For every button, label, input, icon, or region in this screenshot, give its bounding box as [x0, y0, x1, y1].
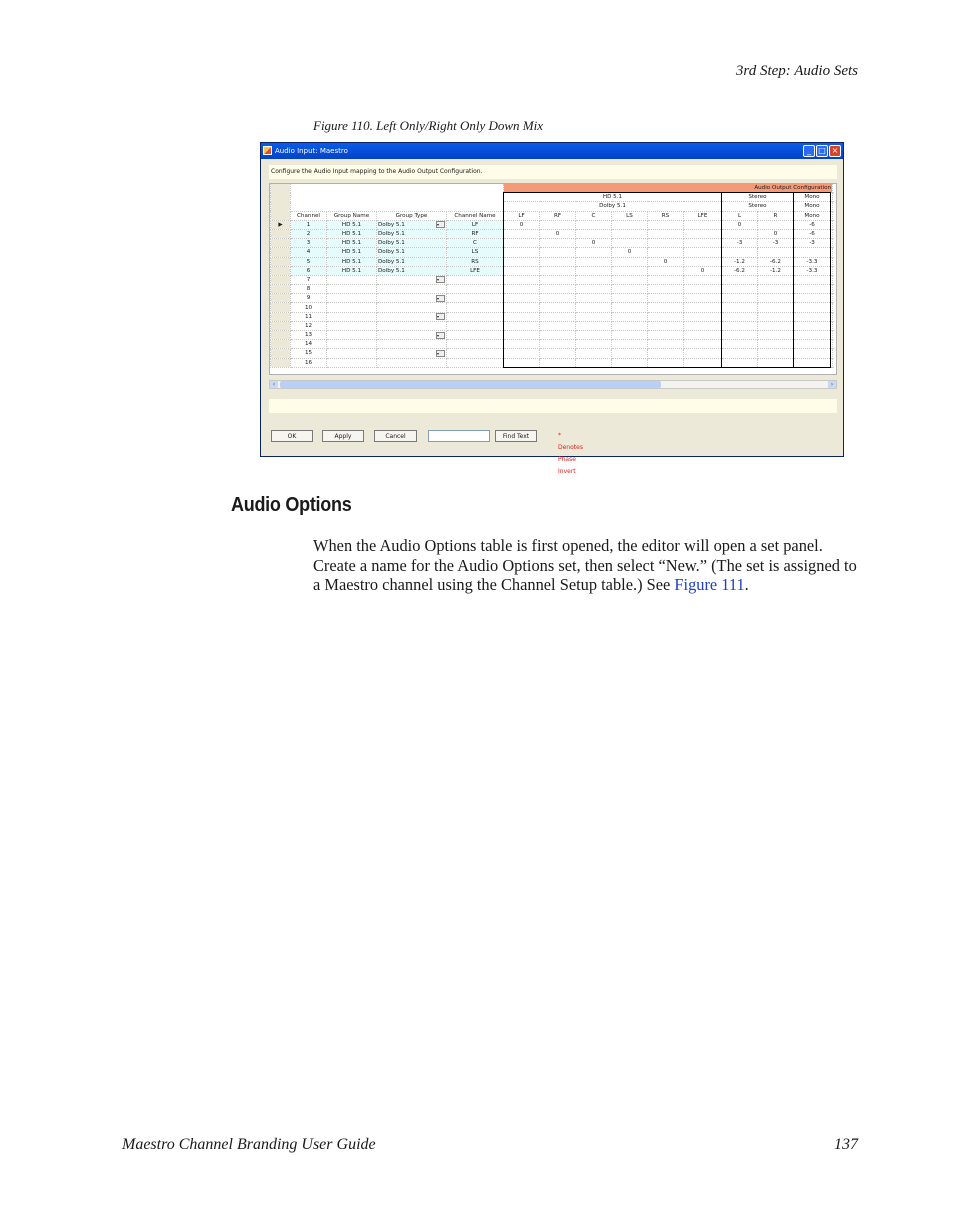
cell-c[interactable] [576, 220, 612, 229]
audio-mapping-grid[interactable] [269, 183, 837, 375]
cell-lf[interactable] [504, 257, 540, 266]
column-header[interactable]: LF [504, 211, 540, 220]
cell-ls[interactable] [612, 239, 648, 248]
cell-l[interactable] [722, 285, 758, 294]
cell-l[interactable] [722, 349, 758, 358]
cell-ch[interactable]: 10 [291, 303, 327, 312]
table-row[interactable] [271, 285, 833, 294]
cell-rf[interactable] [540, 248, 576, 257]
column-header[interactable]: L [722, 211, 758, 220]
cell-c[interactable] [576, 248, 612, 257]
cell-mono[interactable] [794, 275, 831, 284]
cell-rs[interactable] [648, 239, 684, 248]
cell-l[interactable] [722, 275, 758, 284]
cell-type[interactable] [377, 220, 447, 229]
cell-ch[interactable]: 1 [291, 220, 327, 229]
cell-ls[interactable] [612, 266, 648, 275]
cell-rf[interactable] [540, 312, 576, 321]
cell-mono[interactable] [794, 294, 831, 303]
cell-l[interactable]: -3 [722, 239, 758, 248]
cell-ls[interactable] [612, 321, 648, 330]
close-icon[interactable]: × [829, 145, 841, 157]
cell-rf[interactable] [540, 275, 576, 284]
cell-type[interactable] [377, 303, 447, 312]
cell-l[interactable] [722, 248, 758, 257]
cell-lf[interactable]: 0 [504, 220, 540, 229]
cell-ch[interactable]: 15 [291, 349, 327, 358]
column-header[interactable]: R [758, 211, 794, 220]
column-header[interactable]: LS [612, 211, 648, 220]
cell-mono[interactable] [794, 358, 831, 367]
corner-cell [271, 184, 291, 220]
cell-rs[interactable] [648, 358, 684, 367]
cell-ch[interactable]: 9 [291, 294, 327, 303]
cell-lfe[interactable] [684, 257, 722, 266]
cell-type[interactable]: Dolby 5.1 [377, 257, 447, 266]
cell-lfe[interactable] [684, 340, 722, 349]
cell-rs[interactable]: 0 [648, 257, 684, 266]
cell-l[interactable] [722, 303, 758, 312]
cell-c[interactable] [576, 229, 612, 238]
group-stereo-subheader: Stereo [722, 202, 794, 211]
cell-mono[interactable]: -3.3 [794, 257, 831, 266]
cell-lfe[interactable]: 0 [684, 266, 722, 275]
table-row[interactable] [271, 220, 833, 229]
cell-ls[interactable] [612, 229, 648, 238]
cell-group[interactable] [327, 294, 377, 303]
output-config-header: Audio Output Configuration [504, 184, 833, 193]
cell-ch[interactable]: 8 [291, 285, 327, 294]
cell-lf[interactable] [504, 312, 540, 321]
cell-rf[interactable] [540, 266, 576, 275]
cell-ls[interactable] [612, 312, 648, 321]
figure-111-link[interactable]: Figure 111 [674, 575, 745, 595]
cell-type[interactable]: Dolby 5.1 [377, 248, 447, 257]
cell-group[interactable]: HD 5.1 [327, 229, 377, 238]
cell-l[interactable] [722, 229, 758, 238]
cell-group[interactable] [327, 331, 377, 340]
cell-type[interactable] [377, 294, 447, 303]
cell-rf[interactable] [540, 340, 576, 349]
cell-lf[interactable] [504, 294, 540, 303]
cell-ls[interactable] [612, 358, 648, 367]
cell-group[interactable] [327, 312, 377, 321]
cell-group[interactable]: HD 5.1 [327, 257, 377, 266]
cell-ls[interactable] [612, 220, 648, 229]
cell-c[interactable] [576, 294, 612, 303]
group-hd-header: HD 5.1 [504, 193, 722, 202]
row-selector[interactable] [271, 285, 291, 294]
column-header[interactable]: C [576, 211, 612, 220]
apply-button[interactable]: Apply [322, 430, 364, 442]
cell-rs[interactable] [648, 266, 684, 275]
find-text-button[interactable]: Find Text [495, 430, 537, 442]
cell-lf[interactable] [504, 358, 540, 367]
cell-mono[interactable] [794, 321, 831, 330]
column-header[interactable]: Channel [291, 211, 327, 220]
scroll-right-icon[interactable]: › [828, 381, 836, 388]
cell-r[interactable] [758, 349, 794, 358]
cell-group[interactable] [327, 340, 377, 349]
cell-rs[interactable] [648, 229, 684, 238]
group-mono-header: Mono [794, 193, 831, 202]
cell-ls[interactable] [612, 331, 648, 340]
horizontal-scrollbar[interactable] [269, 380, 837, 389]
cell-lfe[interactable] [684, 303, 722, 312]
cell-name[interactable] [447, 349, 504, 358]
current-row-arrow-icon[interactable]: ▶ [271, 220, 291, 229]
cell-name[interactable] [447, 340, 504, 349]
cell-name[interactable] [447, 331, 504, 340]
window-titlebar[interactable] [261, 143, 843, 159]
cell-mono[interactable] [794, 303, 831, 312]
table-row[interactable] [271, 349, 833, 358]
figure-caption: Figure 110. Left Only/Right Only Down Mix [313, 118, 543, 133]
cell-rf[interactable] [540, 321, 576, 330]
table-row[interactable] [271, 248, 833, 257]
cell-r[interactable] [758, 294, 794, 303]
cell-type[interactable] [377, 275, 447, 284]
cell-group[interactable] [327, 321, 377, 330]
cell-c[interactable] [576, 275, 612, 284]
row-selector[interactable] [271, 321, 291, 330]
cell-lfe[interactable] [684, 358, 722, 367]
cell-ch[interactable]: 5 [291, 257, 327, 266]
cell-type[interactable] [377, 358, 447, 367]
cell-c[interactable] [576, 349, 612, 358]
cell-rf[interactable] [540, 220, 576, 229]
cell-type[interactable]: Dolby 5.1 [377, 266, 447, 275]
cell-name[interactable] [447, 321, 504, 330]
cell-rs[interactable] [648, 312, 684, 321]
group-dolby-header: Dolby 5.1 [504, 202, 722, 211]
dropdown-arrow-icon[interactable]: ▾ [436, 276, 445, 283]
row-selector[interactable] [271, 248, 291, 257]
cell-lfe[interactable] [684, 349, 722, 358]
scroll-left-icon[interactable]: ‹ [270, 381, 278, 388]
cell-ch[interactable]: 7 [291, 275, 327, 284]
cell-lf[interactable] [504, 285, 540, 294]
cell-rf[interactable] [540, 294, 576, 303]
row-selector[interactable] [271, 257, 291, 266]
cell-name[interactable] [447, 312, 504, 321]
cell-group[interactable] [327, 285, 377, 294]
cell-mono[interactable]: -6 [794, 220, 831, 229]
cell-group[interactable]: HD 5.1 [327, 266, 377, 275]
table-row[interactable] [271, 294, 833, 303]
cell-r[interactable]: -3 [758, 239, 794, 248]
cell-type[interactable] [377, 340, 447, 349]
cell-group[interactable] [327, 349, 377, 358]
cell-type[interactable]: Dolby 5.1 [377, 229, 447, 238]
cell-lfe[interactable] [684, 321, 722, 330]
row-selector[interactable] [271, 266, 291, 275]
table-row[interactable] [271, 331, 833, 340]
cell-group[interactable] [327, 303, 377, 312]
cell-lf[interactable] [504, 266, 540, 275]
cell-r[interactable] [758, 303, 794, 312]
cell-c[interactable] [576, 257, 612, 266]
cell-rs[interactable] [648, 294, 684, 303]
cell-lf[interactable] [504, 321, 540, 330]
cell-group[interactable] [327, 358, 377, 367]
cell-group[interactable]: HD 5.1 [327, 248, 377, 257]
cell-rs[interactable] [648, 275, 684, 284]
cell-r[interactable]: -1.2 [758, 266, 794, 275]
group-stereo-header: Stereo [722, 193, 794, 202]
running-header: 3rd Step: Audio Sets [735, 63, 858, 79]
cell-ls[interactable] [612, 340, 648, 349]
cell-r[interactable] [758, 340, 794, 349]
row-selector[interactable] [271, 312, 291, 321]
cell-lf[interactable] [504, 331, 540, 340]
table-row[interactable] [271, 312, 833, 321]
cell-rf[interactable] [540, 358, 576, 367]
cell-ch[interactable]: 14 [291, 340, 327, 349]
row-selector[interactable] [271, 303, 291, 312]
cell-ch[interactable]: 12 [291, 321, 327, 330]
find-text-input[interactable] [428, 430, 490, 442]
column-header[interactable]: RF [540, 211, 576, 220]
cell-ls[interactable] [612, 303, 648, 312]
column-header[interactable]: LFE [684, 211, 722, 220]
dropdown-arrow-icon[interactable]: ▾ [436, 221, 445, 228]
table-row[interactable] [271, 340, 833, 349]
dropdown-arrow-icon[interactable]: ▾ [436, 350, 445, 357]
column-header[interactable]: Group Name [327, 211, 377, 220]
cell-rs[interactable] [648, 321, 684, 330]
table-row[interactable] [271, 257, 833, 266]
row-selector[interactable] [271, 229, 291, 238]
cell-name[interactable] [447, 294, 504, 303]
cell-r[interactable] [758, 321, 794, 330]
cell-name[interactable]: RS [447, 257, 504, 266]
table-row[interactable] [271, 321, 833, 330]
cell-type[interactable] [377, 331, 447, 340]
group-mono-subheader: Mono [794, 202, 831, 211]
row-selector[interactable] [271, 239, 291, 248]
cell-name[interactable] [447, 285, 504, 294]
cell-lfe[interactable] [684, 248, 722, 257]
group-type-text: Dolby 5.1 [378, 221, 405, 228]
header-spacer [291, 184, 504, 211]
cell-group[interactable] [327, 275, 377, 284]
cell-mono[interactable]: -6 [794, 229, 831, 238]
cell-rf[interactable] [540, 257, 576, 266]
cell-type[interactable] [377, 312, 447, 321]
cell-type[interactable] [377, 321, 447, 330]
cell-c[interactable] [576, 331, 612, 340]
cell-l[interactable] [722, 321, 758, 330]
dropdown-arrow-icon[interactable]: ▾ [436, 313, 445, 320]
table-row[interactable] [271, 358, 833, 367]
cell-r[interactable] [758, 331, 794, 340]
cell-c[interactable] [576, 266, 612, 275]
cell-rs[interactable] [648, 220, 684, 229]
cell-mono[interactable]: -3 [794, 239, 831, 248]
maximize-icon[interactable]: □ [816, 145, 828, 157]
cell-c[interactable] [576, 303, 612, 312]
cell-mono[interactable] [794, 340, 831, 349]
cell-ch[interactable]: 13 [291, 331, 327, 340]
cell-name[interactable] [447, 358, 504, 367]
section-title: Audio Options [231, 494, 352, 516]
cell-rf[interactable] [540, 331, 576, 340]
cell-mono[interactable] [794, 285, 831, 294]
cell-rs[interactable] [648, 331, 684, 340]
cell-lfe[interactable] [684, 239, 722, 248]
app-icon [263, 146, 272, 155]
cell-lf[interactable] [504, 248, 540, 257]
cell-name[interactable]: C [447, 239, 504, 248]
cell-name[interactable] [447, 303, 504, 312]
cell-lfe[interactable] [684, 312, 722, 321]
cell-ch[interactable]: 2 [291, 229, 327, 238]
dropdown-arrow-icon[interactable]: ▾ [436, 295, 445, 302]
cell-rf[interactable] [540, 303, 576, 312]
cell-l[interactable]: -1.2 [722, 257, 758, 266]
cell-group[interactable]: HD 5.1 [327, 239, 377, 248]
cell-c[interactable]: 0 [576, 239, 612, 248]
cell-ch[interactable]: 16 [291, 358, 327, 367]
row-selector[interactable] [271, 349, 291, 358]
cell-ch[interactable]: 3 [291, 239, 327, 248]
cell-c[interactable] [576, 340, 612, 349]
cell-type[interactable]: Dolby 5.1 [377, 239, 447, 248]
cell-ls[interactable] [612, 275, 648, 284]
cell-lf[interactable] [504, 275, 540, 284]
cell-rf[interactable]: 0 [540, 229, 576, 238]
cell-ch[interactable]: 11 [291, 312, 327, 321]
paragraph-text: When the Audio Options table is first opened, the editor will open a set panel. Create a name for the Audio Options set, then select “New.” (The set is assigned to a Maestro channel using the Channel Setup table.) See [313, 536, 857, 595]
cell-l[interactable] [722, 358, 758, 367]
cancel-button[interactable]: Cancel [374, 430, 417, 442]
cell-r[interactable] [758, 275, 794, 284]
cell-lf[interactable] [504, 239, 540, 248]
cell-group[interactable]: HD 5.1 [327, 220, 377, 229]
table-row[interactable] [271, 303, 833, 312]
audio-input-window [260, 142, 844, 475]
instruction-text: Configure the Audio Input mapping to the Audio Output Configuration. [269, 165, 837, 179]
cell-name[interactable]: LS [447, 248, 504, 257]
cell-c[interactable] [576, 285, 612, 294]
window-title: Audio Input: Maestro [275, 147, 348, 155]
cell-rs[interactable] [648, 303, 684, 312]
cell-c[interactable] [576, 312, 612, 321]
cell-lf[interactable] [504, 340, 540, 349]
scrollbar-thumb[interactable] [280, 381, 661, 388]
cell-name[interactable]: LFE [447, 266, 504, 275]
cell-l[interactable] [722, 312, 758, 321]
column-header[interactable]: RS [648, 211, 684, 220]
cell-lfe[interactable] [684, 220, 722, 229]
cell-r[interactable]: 0 [758, 229, 794, 238]
cell-c[interactable] [576, 321, 612, 330]
cell-c[interactable] [576, 358, 612, 367]
cell-mono[interactable] [794, 349, 831, 358]
cell-r[interactable] [758, 312, 794, 321]
cell-r[interactable]: -6.2 [758, 257, 794, 266]
dropdown-arrow-icon[interactable]: ▾ [436, 332, 445, 339]
cell-ls[interactable] [612, 349, 648, 358]
paragraph-end: . [744, 575, 749, 595]
cell-mono[interactable] [794, 331, 831, 340]
cell-l[interactable] [722, 294, 758, 303]
cell-rf[interactable] [540, 239, 576, 248]
cell-name[interactable]: LF [447, 220, 504, 229]
column-header[interactable]: Group Type [377, 211, 447, 220]
cell-l[interactable]: 0 [722, 220, 758, 229]
status-bar [269, 399, 837, 413]
column-header[interactable]: Mono [794, 211, 831, 220]
table-row[interactable] [271, 275, 833, 284]
cell-lf[interactable] [504, 349, 540, 358]
footer-title: Maestro Channel Branding User Guide [122, 1136, 376, 1153]
cell-l[interactable]: -6.2 [722, 266, 758, 275]
cell-lfe[interactable] [684, 294, 722, 303]
cell-l[interactable] [722, 331, 758, 340]
table-row[interactable] [271, 266, 833, 275]
cell-ls[interactable] [612, 285, 648, 294]
cell-ch[interactable]: 4 [291, 248, 327, 257]
cell-mono[interactable] [794, 248, 831, 257]
cell-r[interactable] [758, 248, 794, 257]
cell-ch[interactable]: 6 [291, 266, 327, 275]
row-selector[interactable] [271, 358, 291, 367]
cell-lf[interactable] [504, 229, 540, 238]
ok-button[interactable]: OK [271, 430, 313, 442]
cell-rs[interactable] [648, 285, 684, 294]
row-selector[interactable] [271, 331, 291, 340]
table-row[interactable] [271, 239, 833, 248]
cell-lfe[interactable] [684, 275, 722, 284]
cell-type[interactable] [377, 349, 447, 358]
cell-rs[interactable] [648, 340, 684, 349]
cell-l[interactable] [722, 340, 758, 349]
cell-rf[interactable] [540, 285, 576, 294]
cell-type[interactable] [377, 285, 447, 294]
cell-rf[interactable] [540, 349, 576, 358]
cell-r[interactable] [758, 358, 794, 367]
row-selector[interactable] [271, 340, 291, 349]
cell-lfe[interactable] [684, 331, 722, 340]
cell-lfe[interactable] [684, 229, 722, 238]
cell-r[interactable] [758, 285, 794, 294]
column-header[interactable]: Channel Name [447, 211, 504, 220]
cell-name[interactable]: RF [447, 229, 504, 238]
row-selector[interactable] [271, 275, 291, 284]
cell-name[interactable] [447, 275, 504, 284]
row-selector[interactable] [271, 294, 291, 303]
cell-ls[interactable] [612, 257, 648, 266]
body-paragraph [313, 536, 859, 595]
cell-rs[interactable] [648, 349, 684, 358]
cell-mono[interactable]: -3.3 [794, 266, 831, 275]
cell-ls[interactable]: 0 [612, 248, 648, 257]
table-row[interactable] [271, 229, 833, 238]
page-number: 137 [834, 1136, 858, 1153]
cell-ls[interactable] [612, 294, 648, 303]
cell-lfe[interactable] [684, 285, 722, 294]
cell-rs[interactable] [648, 248, 684, 257]
cell-r[interactable] [758, 220, 794, 229]
cell-lf[interactable] [504, 303, 540, 312]
phase-invert-note: * Denotes Phase Invert [558, 432, 583, 475]
cell-mono[interactable] [794, 312, 831, 321]
minimize-icon[interactable]: _ [803, 145, 815, 157]
